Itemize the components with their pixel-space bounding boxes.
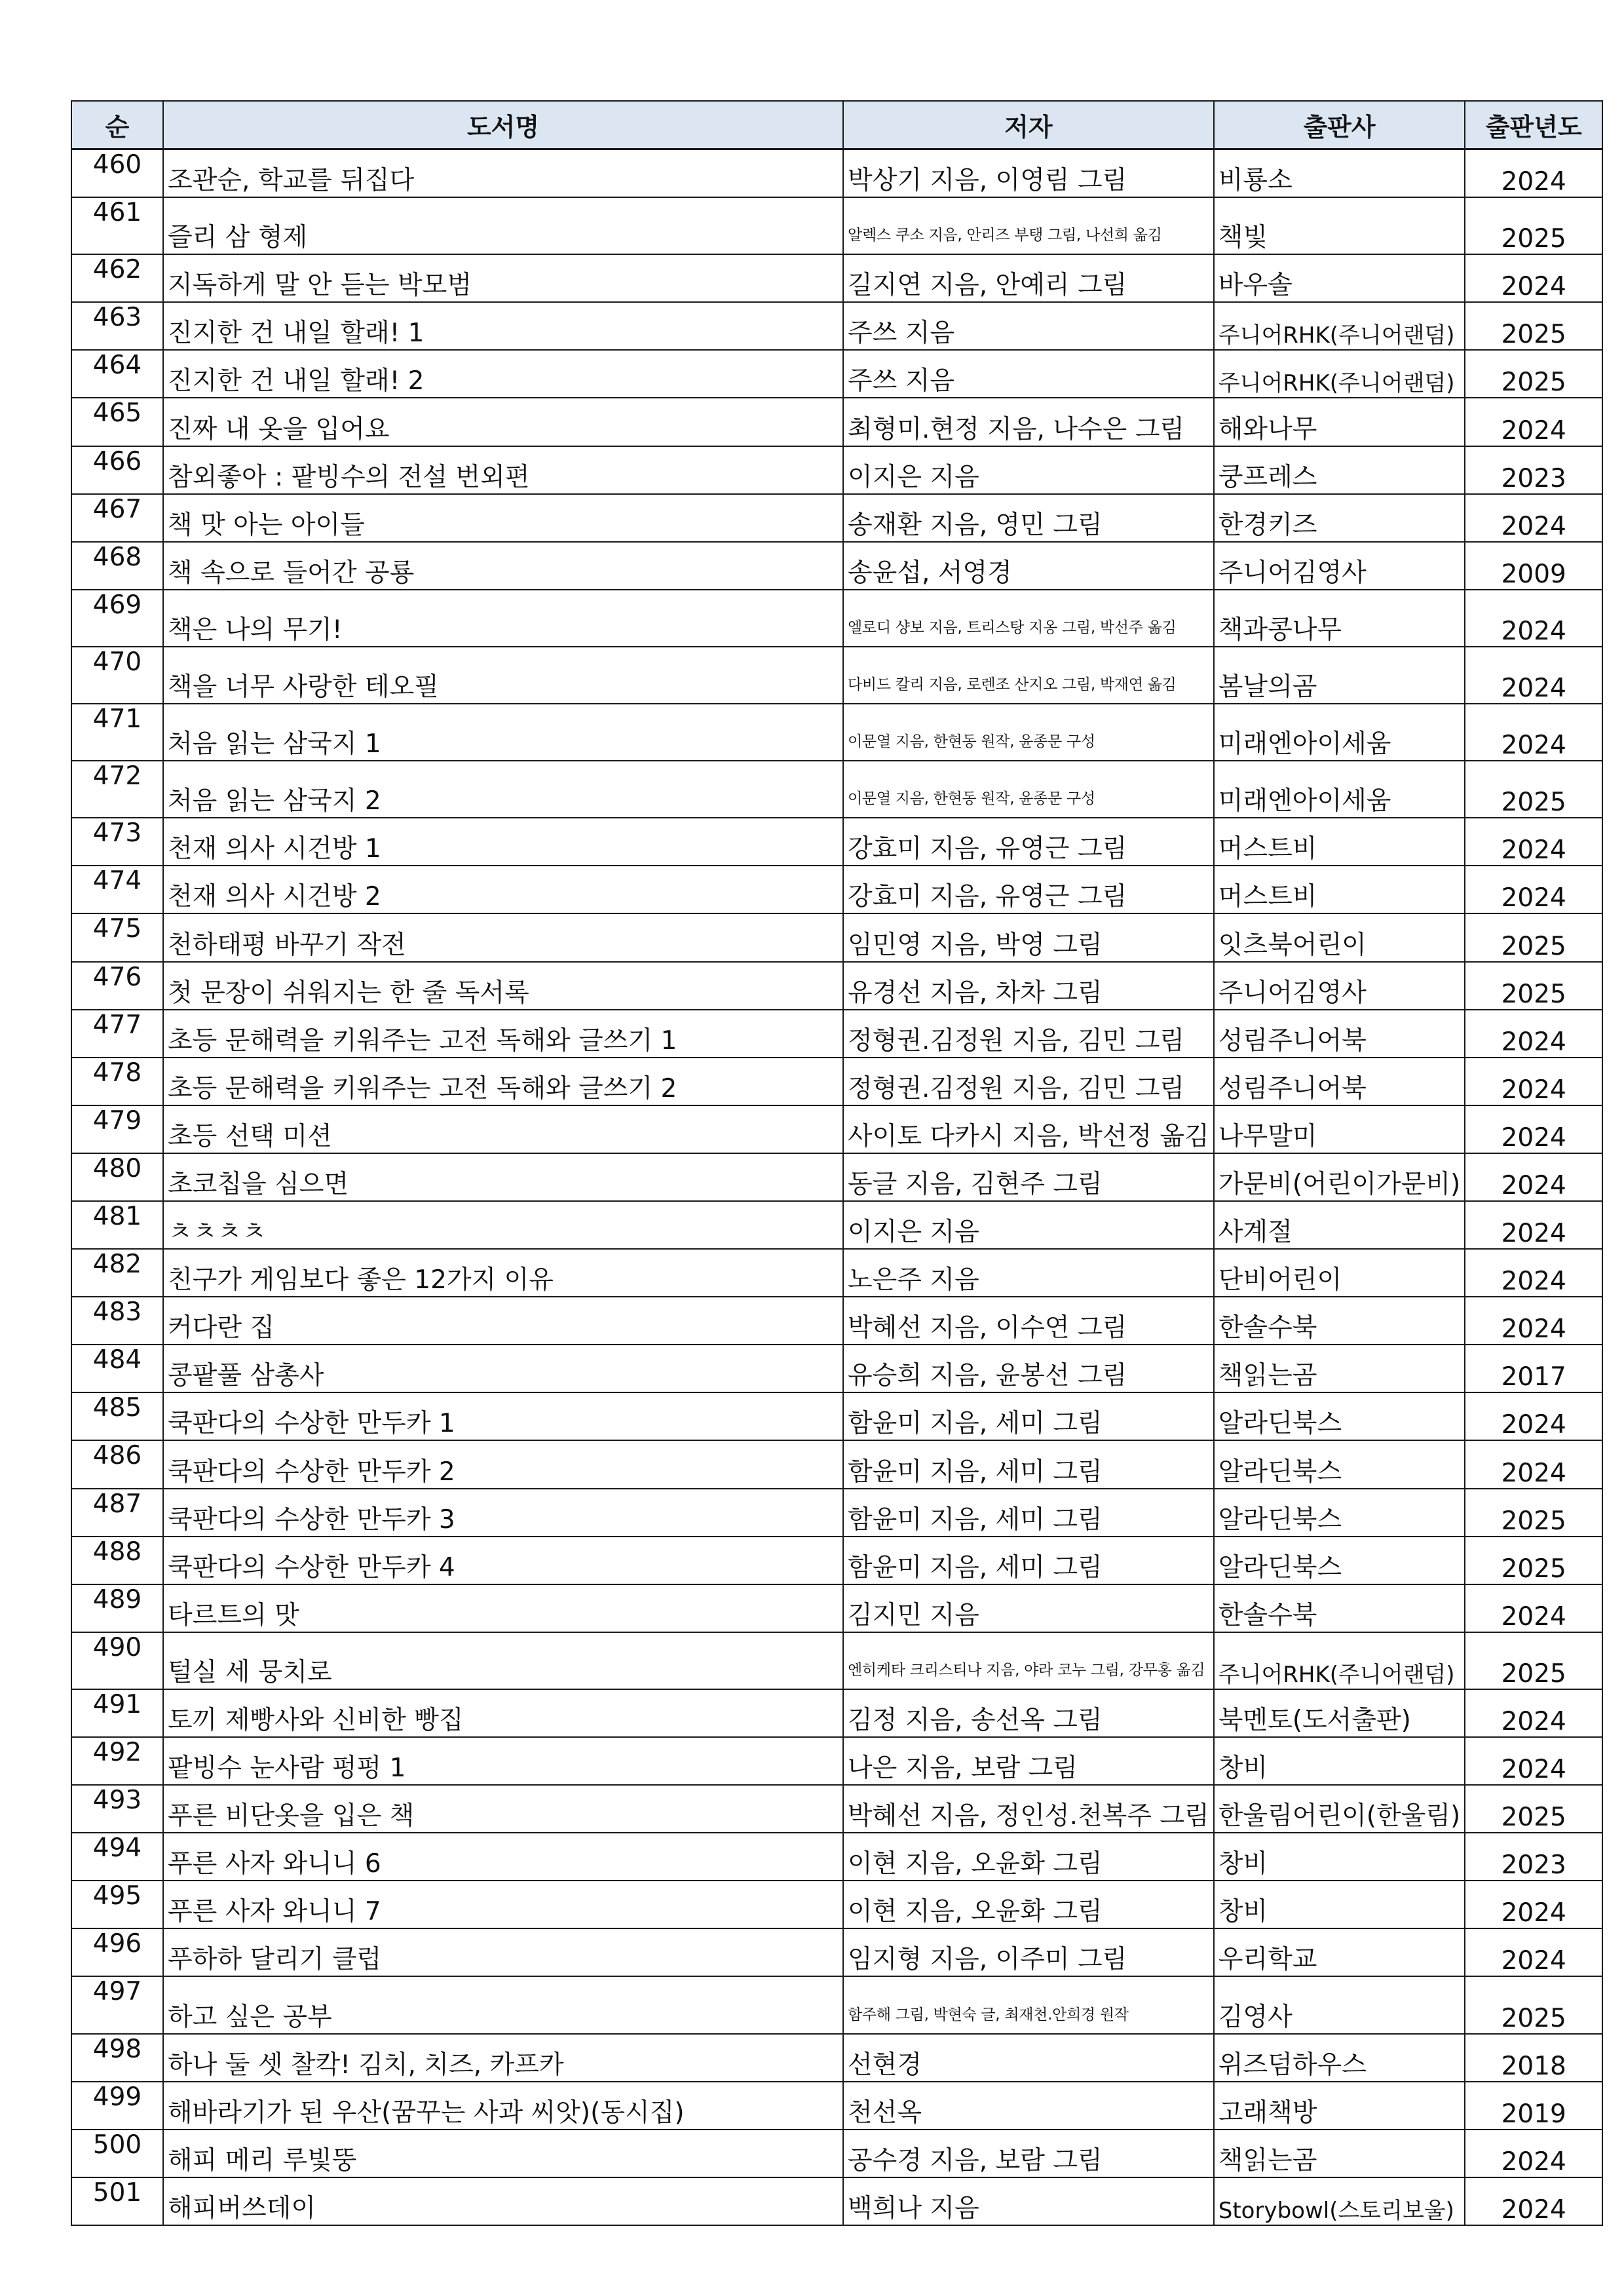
cell-year: 2024 bbox=[1465, 2177, 1602, 2225]
cell-title: 책 속으로 들어간 공룡 bbox=[163, 542, 843, 590]
cell-author: 노은주 지음 bbox=[843, 1249, 1214, 1297]
cell-no: 471 bbox=[71, 704, 163, 761]
cell-no: 473 bbox=[71, 818, 163, 866]
cell-year: 2024 bbox=[1465, 1105, 1602, 1153]
table-row bbox=[71, 761, 1602, 818]
cell-no: 469 bbox=[71, 590, 163, 647]
cell-no: 491 bbox=[71, 1689, 163, 1737]
table-row bbox=[71, 1153, 1602, 1201]
cell-publisher: 미래엔아이세움 bbox=[1214, 761, 1465, 818]
cell-title: 처음 읽는 삼국지 1 bbox=[163, 704, 843, 761]
cell-year: 2024 bbox=[1465, 1737, 1602, 1785]
cell-author: 박혜선 지음, 이수연 그림 bbox=[843, 1297, 1214, 1345]
cell-year: 2025 bbox=[1465, 350, 1602, 398]
cell-author: 강효미 지음, 유영근 그림 bbox=[843, 818, 1214, 866]
cell-year: 2025 bbox=[1465, 913, 1602, 961]
cell-title: 천재 의사 시건방 2 bbox=[163, 866, 843, 913]
cell-no: 497 bbox=[71, 1976, 163, 2033]
cell-author: 다비드 칼리 지음, 로렌조 산지오 그림, 박재연 옮김 bbox=[843, 647, 1214, 704]
table-row bbox=[71, 647, 1602, 704]
cell-author: 이지은 지음 bbox=[843, 446, 1214, 494]
book-list-table bbox=[71, 100, 1603, 2226]
cell-author: 박혜선 지음, 정인성.천복주 그림 bbox=[843, 1785, 1214, 1833]
table-row bbox=[71, 1297, 1602, 1345]
table-header bbox=[71, 101, 1602, 149]
cell-no: 479 bbox=[71, 1105, 163, 1153]
cell-title: 초등 선택 미션 bbox=[163, 1105, 843, 1153]
cell-publisher: 창비 bbox=[1214, 1833, 1465, 1881]
cell-title: 타르트의 맛 bbox=[163, 1584, 843, 1632]
cell-no: 488 bbox=[71, 1537, 163, 1584]
cell-author: 길지연 지음, 안예리 그림 bbox=[843, 254, 1214, 302]
cell-title: 초코칩을 심으면 bbox=[163, 1153, 843, 1201]
cell-no: 499 bbox=[71, 2082, 163, 2130]
cell-publisher: 가문비(어린이가문비) bbox=[1214, 1153, 1465, 1201]
cell-year: 2024 bbox=[1465, 1153, 1602, 1201]
cell-no: 461 bbox=[71, 197, 163, 254]
cell-author: 알렉스 쿠소 지음, 안리즈 부탱 그림, 나선희 옮김 bbox=[843, 197, 1214, 254]
cell-publisher: 주니어RHK(주니어랜덤) bbox=[1214, 1632, 1465, 1689]
cell-publisher: 봄날의곰 bbox=[1214, 647, 1465, 704]
cell-title: 커다란 집 bbox=[163, 1297, 843, 1345]
cell-title: 책은 나의 무기! bbox=[163, 590, 843, 647]
cell-publisher: 해와나무 bbox=[1214, 398, 1465, 446]
cell-author: 엔히케타 크리스티나 지음, 야라 코누 그림, 강무홍 옮김 bbox=[843, 1632, 1214, 1689]
table-row bbox=[71, 818, 1602, 866]
table-row bbox=[71, 1537, 1602, 1584]
table-row bbox=[71, 149, 1602, 198]
cell-no: 492 bbox=[71, 1737, 163, 1785]
cell-year: 2025 bbox=[1465, 1976, 1602, 2033]
cell-no: 498 bbox=[71, 2034, 163, 2082]
cell-author: 정형권.김정원 지음, 김민 그림 bbox=[843, 1058, 1214, 1105]
cell-publisher: 쿵프레스 bbox=[1214, 446, 1465, 494]
table-row bbox=[71, 1632, 1602, 1689]
table-row bbox=[71, 2034, 1602, 2082]
cell-no: 493 bbox=[71, 1785, 163, 1833]
cell-author: 송윤섭, 서영경 bbox=[843, 542, 1214, 590]
cell-no: 500 bbox=[71, 2130, 163, 2177]
cell-author: 엘로디 샹보 지음, 트리스탕 지옹 그림, 박선주 옮김 bbox=[843, 590, 1214, 647]
cell-no: 470 bbox=[71, 647, 163, 704]
cell-year: 2025 bbox=[1465, 1537, 1602, 1584]
cell-title: 푸른 사자 와니니 6 bbox=[163, 1833, 843, 1881]
cell-title: 콩팥풀 삼총사 bbox=[163, 1345, 843, 1392]
table-row bbox=[71, 1881, 1602, 1928]
cell-no: 474 bbox=[71, 866, 163, 913]
cell-year: 2024 bbox=[1465, 1440, 1602, 1488]
cell-year: 2024 bbox=[1465, 1689, 1602, 1737]
cell-publisher: 잇츠북어린이 bbox=[1214, 913, 1465, 961]
cell-no: 468 bbox=[71, 542, 163, 590]
cell-year: 2018 bbox=[1465, 2034, 1602, 2082]
cell-year: 2023 bbox=[1465, 446, 1602, 494]
cell-publisher: 위즈덤하우스 bbox=[1214, 2034, 1465, 2082]
cell-no: 477 bbox=[71, 1010, 163, 1058]
cell-year: 2024 bbox=[1465, 647, 1602, 704]
cell-author: 이지은 지음 bbox=[843, 1201, 1214, 1249]
cell-year: 2024 bbox=[1465, 704, 1602, 761]
cell-no: 489 bbox=[71, 1584, 163, 1632]
table-row bbox=[71, 2082, 1602, 2130]
table-row bbox=[71, 1737, 1602, 1785]
cell-no: 495 bbox=[71, 1881, 163, 1928]
cell-publisher: 고래책방 bbox=[1214, 2082, 1465, 2130]
cell-author: 이현 지음, 오윤화 그림 bbox=[843, 1833, 1214, 1881]
table-body bbox=[71, 149, 1602, 2225]
cell-year: 2019 bbox=[1465, 2082, 1602, 2130]
cell-publisher: 주니어김영사 bbox=[1214, 962, 1465, 1010]
table-row bbox=[71, 197, 1602, 254]
table-row bbox=[71, 398, 1602, 446]
table-row bbox=[71, 1105, 1602, 1153]
cell-publisher: 단비어린이 bbox=[1214, 1249, 1465, 1297]
cell-title: 푸하하 달리기 클럽 bbox=[163, 1928, 843, 1976]
cell-publisher: 성림주니어북 bbox=[1214, 1058, 1465, 1105]
cell-author: 천선옥 bbox=[843, 2082, 1214, 2130]
cell-no: 467 bbox=[71, 494, 163, 542]
cell-no: 476 bbox=[71, 962, 163, 1010]
cell-publisher: 바우솔 bbox=[1214, 254, 1465, 302]
table-row bbox=[71, 1058, 1602, 1105]
header-publisher: 출판사 bbox=[1214, 101, 1465, 149]
cell-publisher: 책읽는곰 bbox=[1214, 1345, 1465, 1392]
cell-author: 함윤미 지음, 세미 그림 bbox=[843, 1440, 1214, 1488]
cell-no: 464 bbox=[71, 350, 163, 398]
cell-author: 유승희 지음, 윤봉선 그림 bbox=[843, 1345, 1214, 1392]
cell-author: 이문열 지음, 한현동 원작, 윤종문 구성 bbox=[843, 704, 1214, 761]
cell-publisher: 북멘토(도서출판) bbox=[1214, 1689, 1465, 1737]
cell-title: 하고 싶은 공부 bbox=[163, 1976, 843, 2033]
cell-no: 496 bbox=[71, 1928, 163, 1976]
cell-publisher: 성림주니어북 bbox=[1214, 1010, 1465, 1058]
cell-title: 쿡판다의 수상한 만두카 2 bbox=[163, 1440, 843, 1488]
cell-author: 함윤미 지음, 세미 그림 bbox=[843, 1392, 1214, 1440]
table-row bbox=[71, 913, 1602, 961]
cell-author: 정형권.김정원 지음, 김민 그림 bbox=[843, 1010, 1214, 1058]
cell-title: 쿡판다의 수상한 만두카 4 bbox=[163, 1537, 843, 1584]
cell-year: 2024 bbox=[1465, 1392, 1602, 1440]
cell-author: 이문열 지음, 한현동 원작, 윤종문 구성 bbox=[843, 761, 1214, 818]
cell-publisher: 책과콩나무 bbox=[1214, 590, 1465, 647]
table-row bbox=[71, 866, 1602, 913]
table-row bbox=[71, 1584, 1602, 1632]
cell-no: 462 bbox=[71, 254, 163, 302]
cell-publisher: 주니어RHK(주니어랜덤) bbox=[1214, 302, 1465, 350]
cell-no: 481 bbox=[71, 1201, 163, 1249]
cell-year: 2024 bbox=[1465, 254, 1602, 302]
table-row bbox=[71, 494, 1602, 542]
cell-publisher: 나무말미 bbox=[1214, 1105, 1465, 1153]
table-row bbox=[71, 1440, 1602, 1488]
cell-publisher: 한울림어린이(한울림) bbox=[1214, 1785, 1465, 1833]
cell-no: 460 bbox=[71, 149, 163, 198]
cell-year: 2025 bbox=[1465, 1632, 1602, 1689]
cell-year: 2024 bbox=[1465, 590, 1602, 647]
cell-year: 2024 bbox=[1465, 866, 1602, 913]
table-row bbox=[71, 704, 1602, 761]
cell-author: 나은 지음, 보람 그림 bbox=[843, 1737, 1214, 1785]
cell-year: 2024 bbox=[1465, 1201, 1602, 1249]
cell-publisher: 주니어김영사 bbox=[1214, 542, 1465, 590]
table-row bbox=[71, 1785, 1602, 1833]
cell-no: 478 bbox=[71, 1058, 163, 1105]
cell-publisher: 창비 bbox=[1214, 1881, 1465, 1928]
cell-no: 494 bbox=[71, 1833, 163, 1881]
cell-title: 친구가 게임보다 좋은 12가지 이유 bbox=[163, 1249, 843, 1297]
cell-no: 466 bbox=[71, 446, 163, 494]
cell-year: 2024 bbox=[1465, 2130, 1602, 2177]
cell-publisher: 한솔수북 bbox=[1214, 1584, 1465, 1632]
header-title: 도서명 bbox=[163, 101, 843, 149]
cell-title: 참외좋아 : 팥빙수의 전설 번외편 bbox=[163, 446, 843, 494]
cell-publisher: 주니어RHK(주니어랜덤) bbox=[1214, 350, 1465, 398]
cell-year: 2024 bbox=[1465, 1297, 1602, 1345]
cell-title: 첫 문장이 쉬워지는 한 줄 독서록 bbox=[163, 962, 843, 1010]
cell-publisher: 사계절 bbox=[1214, 1201, 1465, 1249]
cell-author: 이현 지음, 오윤화 그림 bbox=[843, 1881, 1214, 1928]
cell-title: 지독하게 말 안 듣는 박모범 bbox=[163, 254, 843, 302]
cell-author: 강효미 지음, 유영근 그림 bbox=[843, 866, 1214, 913]
cell-publisher: 알라딘북스 bbox=[1214, 1537, 1465, 1584]
cell-publisher: 우리학교 bbox=[1214, 1928, 1465, 1976]
cell-year: 2024 bbox=[1465, 149, 1602, 198]
cell-year: 2024 bbox=[1465, 1584, 1602, 1632]
cell-no: 487 bbox=[71, 1489, 163, 1537]
table-row bbox=[71, 1345, 1602, 1392]
cell-publisher: 미래엔아이세움 bbox=[1214, 704, 1465, 761]
table-row bbox=[71, 1689, 1602, 1737]
header-no: 순 bbox=[71, 101, 163, 149]
cell-year: 2024 bbox=[1465, 398, 1602, 446]
cell-title: 초등 문해력을 키워주는 고전 독해와 글쓰기 2 bbox=[163, 1058, 843, 1105]
table-row bbox=[71, 2177, 1602, 2225]
cell-year: 2025 bbox=[1465, 197, 1602, 254]
cell-year: 2023 bbox=[1465, 1833, 1602, 1881]
cell-no: 484 bbox=[71, 1345, 163, 1392]
table-row bbox=[71, 2130, 1602, 2177]
table-row bbox=[71, 590, 1602, 647]
cell-no: 463 bbox=[71, 302, 163, 350]
cell-author: 사이토 다카시 지음, 박선정 옮김 bbox=[843, 1105, 1214, 1153]
cell-title: 천하태평 바꾸기 작전 bbox=[163, 913, 843, 961]
table-row bbox=[71, 350, 1602, 398]
table-row bbox=[71, 1010, 1602, 1058]
cell-publisher: 창비 bbox=[1214, 1737, 1465, 1785]
cell-publisher: 비룡소 bbox=[1214, 149, 1465, 198]
table-row bbox=[71, 962, 1602, 1010]
header-row bbox=[71, 101, 1602, 149]
cell-publisher: 김영사 bbox=[1214, 1976, 1465, 2033]
cell-title: 진지한 건 내일 할래! 1 bbox=[163, 302, 843, 350]
cell-author: 박상기 지음, 이영림 그림 bbox=[843, 149, 1214, 198]
cell-no: 475 bbox=[71, 913, 163, 961]
cell-title: 하나 둘 셋 찰칵! 김치, 치즈, 카프카 bbox=[163, 2034, 843, 2082]
cell-title: 천재 의사 시건방 1 bbox=[163, 818, 843, 866]
cell-title: 해피 메리 루빛뚱 bbox=[163, 2130, 843, 2177]
cell-year: 2025 bbox=[1465, 1785, 1602, 1833]
cell-title: 초등 문해력을 키워주는 고전 독해와 글쓰기 1 bbox=[163, 1010, 843, 1058]
table-row bbox=[71, 1976, 1602, 2033]
cell-no: 480 bbox=[71, 1153, 163, 1201]
table-row bbox=[71, 302, 1602, 350]
cell-publisher: 머스트비 bbox=[1214, 818, 1465, 866]
cell-no: 490 bbox=[71, 1632, 163, 1689]
cell-title: 푸른 비단옷을 입은 책 bbox=[163, 1785, 843, 1833]
cell-no: 465 bbox=[71, 398, 163, 446]
table-row bbox=[71, 1201, 1602, 1249]
cell-author: 유경선 지음, 차차 그림 bbox=[843, 962, 1214, 1010]
cell-no: 486 bbox=[71, 1440, 163, 1488]
cell-author: 김정 지음, 송선옥 그림 bbox=[843, 1689, 1214, 1737]
cell-no: 485 bbox=[71, 1392, 163, 1440]
cell-publisher: 한솔수북 bbox=[1214, 1297, 1465, 1345]
cell-year: 2024 bbox=[1465, 494, 1602, 542]
cell-publisher: 알라딘북스 bbox=[1214, 1440, 1465, 1488]
cell-no: 482 bbox=[71, 1249, 163, 1297]
cell-no: 483 bbox=[71, 1297, 163, 1345]
cell-publisher: 책읽는곰 bbox=[1214, 2130, 1465, 2177]
header-year: 출판년도 bbox=[1465, 101, 1602, 149]
table-row bbox=[71, 446, 1602, 494]
cell-title: 진지한 건 내일 할래! 2 bbox=[163, 350, 843, 398]
cell-year: 2024 bbox=[1465, 1928, 1602, 1976]
table-row bbox=[71, 1833, 1602, 1881]
cell-title: 푸른 사자 와니니 7 bbox=[163, 1881, 843, 1928]
cell-author: 선현경 bbox=[843, 2034, 1214, 2082]
cell-title: 쿡판다의 수상한 만두카 3 bbox=[163, 1489, 843, 1537]
cell-year: 2024 bbox=[1465, 1249, 1602, 1297]
cell-no: 472 bbox=[71, 761, 163, 818]
cell-publisher: 알라딘북스 bbox=[1214, 1489, 1465, 1537]
cell-year: 2017 bbox=[1465, 1345, 1602, 1392]
cell-publisher: 알라딘북스 bbox=[1214, 1392, 1465, 1440]
cell-title: 즐리 삼 형제 bbox=[163, 197, 843, 254]
cell-year: 2024 bbox=[1465, 1010, 1602, 1058]
cell-title: 처음 읽는 삼국지 2 bbox=[163, 761, 843, 818]
cell-title: 조관순, 학교를 뒤집다 bbox=[163, 149, 843, 198]
cell-author: 함윤미 지음, 세미 그림 bbox=[843, 1489, 1214, 1537]
cell-no: 501 bbox=[71, 2177, 163, 2225]
table-row bbox=[71, 1928, 1602, 1976]
cell-year: 2025 bbox=[1465, 962, 1602, 1010]
cell-year: 2025 bbox=[1465, 302, 1602, 350]
cell-title: 책을 너무 사랑한 테오필 bbox=[163, 647, 843, 704]
cell-title: 해바라기가 된 우산(꿈꾸는 사과 씨앗)(동시집) bbox=[163, 2082, 843, 2130]
cell-publisher: 한경키즈 bbox=[1214, 494, 1465, 542]
cell-title: ㅊㅊㅊㅊ bbox=[163, 1201, 843, 1249]
cell-title: 진짜 내 옷을 입어요 bbox=[163, 398, 843, 446]
cell-title: 해피버쓰데이 bbox=[163, 2177, 843, 2225]
table-row bbox=[71, 1489, 1602, 1537]
cell-publisher: Storybowl(스토리보울) bbox=[1214, 2177, 1465, 2225]
cell-author: 최형미.현정 지음, 나수은 그림 bbox=[843, 398, 1214, 446]
cell-title: 책 맛 아는 아이들 bbox=[163, 494, 843, 542]
table-row bbox=[71, 254, 1602, 302]
table-row bbox=[71, 1249, 1602, 1297]
cell-title: 쿡판다의 수상한 만두카 1 bbox=[163, 1392, 843, 1440]
cell-author: 임지형 지음, 이주미 그림 bbox=[843, 1928, 1214, 1976]
cell-author: 김지민 지음 bbox=[843, 1584, 1214, 1632]
cell-year: 2009 bbox=[1465, 542, 1602, 590]
cell-year: 2025 bbox=[1465, 1489, 1602, 1537]
cell-title: 팥빙수 눈사람 펑펑 1 bbox=[163, 1737, 843, 1785]
cell-author: 공수경 지음, 보람 그림 bbox=[843, 2130, 1214, 2177]
cell-year: 2024 bbox=[1465, 818, 1602, 866]
cell-author: 함주해 그림, 박현숙 글, 최재천.안희경 원작 bbox=[843, 1976, 1214, 2033]
cell-publisher: 머스트비 bbox=[1214, 866, 1465, 913]
cell-author: 송재환 지음, 영민 그림 bbox=[843, 494, 1214, 542]
cell-author: 주쓰 지음 bbox=[843, 302, 1214, 350]
table-row bbox=[71, 542, 1602, 590]
cell-year: 2024 bbox=[1465, 1058, 1602, 1105]
table-row bbox=[71, 1392, 1602, 1440]
cell-publisher: 책빛 bbox=[1214, 197, 1465, 254]
cell-year: 2025 bbox=[1465, 761, 1602, 818]
cell-author: 백희나 지음 bbox=[843, 2177, 1214, 2225]
cell-author: 함윤미 지음, 세미 그림 bbox=[843, 1537, 1214, 1584]
cell-author: 주쓰 지음 bbox=[843, 350, 1214, 398]
cell-author: 동글 지음, 김현주 그림 bbox=[843, 1153, 1214, 1201]
cell-title: 털실 세 뭉치로 bbox=[163, 1632, 843, 1689]
header-author: 저자 bbox=[843, 101, 1214, 149]
cell-author: 임민영 지음, 박영 그림 bbox=[843, 913, 1214, 961]
cell-title: 토끼 제빵사와 신비한 빵집 bbox=[163, 1689, 843, 1737]
cell-year: 2024 bbox=[1465, 1881, 1602, 1928]
